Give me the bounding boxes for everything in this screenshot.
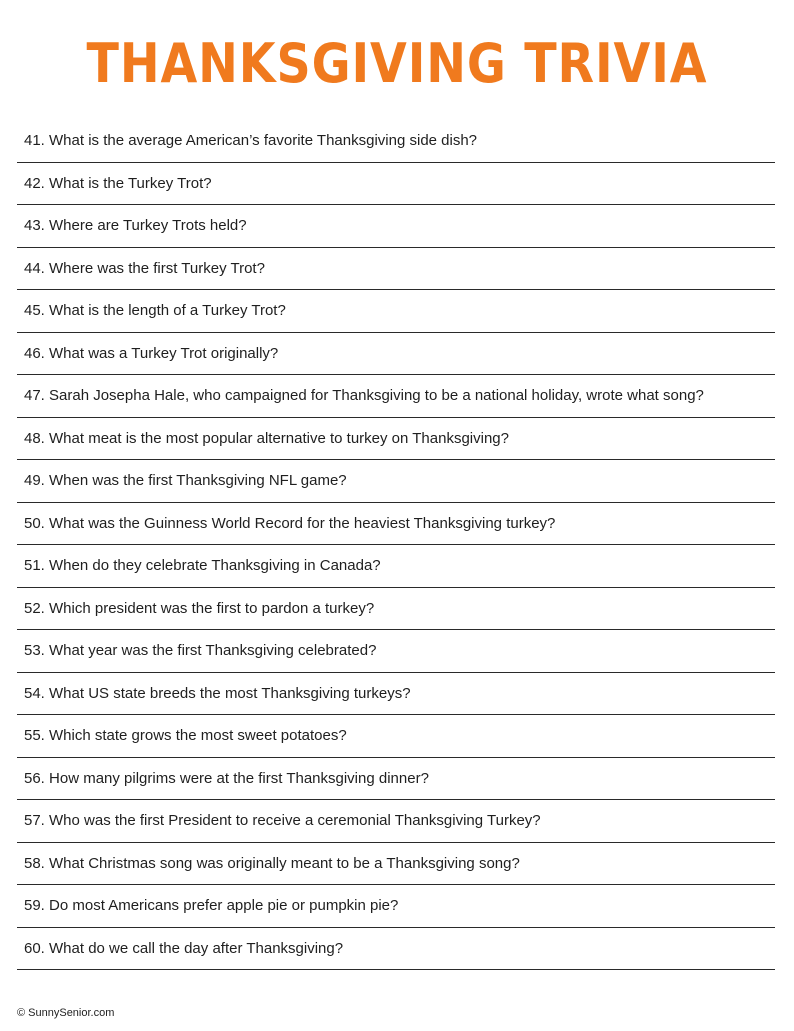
question-row: [17, 205, 775, 248]
question-row: [17, 163, 775, 206]
question-row: [17, 928, 775, 971]
question-text: 60. What do we call the day after Thanksgiving?: [24, 939, 344, 957]
page-title: THANKSGIVING TRIVIA: [86, 32, 708, 95]
copyright-footer: © SunnySenior.com: [17, 1007, 115, 1019]
question-text: 57. Who was the first President to receive a ceremonial Thanksgiving Turkey?: [24, 812, 541, 829]
question-text: 59. Do most Americans prefer apple pie or pumpkin pie?: [24, 897, 399, 914]
question-row: [17, 418, 775, 461]
question-list: [17, 120, 775, 970]
question-row: [17, 885, 775, 928]
question-row: [17, 460, 775, 503]
question-row: [17, 248, 775, 291]
question-row: [17, 800, 775, 843]
question-row: [17, 375, 775, 418]
question-text: 42. What is the Turkey Trot?: [24, 174, 212, 192]
question-text: 48. What meat is the most popular alternative to turkey on Thanksgiving?: [24, 429, 509, 447]
question-row: [17, 715, 775, 758]
question-text: 44. Where was the first Turkey Trot?: [24, 259, 265, 277]
question-text: 53. What year was the first Thanksgiving celebrated?: [24, 642, 377, 659]
question-row: [17, 503, 775, 546]
question-row: [17, 333, 775, 376]
question-text: 49. When was the first Thanksgiving NFL game?: [24, 472, 347, 489]
question-row: [17, 843, 775, 886]
question-text: 50. What was the Guinness World Record for the heaviest Thanksgiving turkey?: [24, 514, 556, 532]
question-row: [17, 120, 775, 163]
question-text: 41. What is the average American’s favorite Thanksgiving side dish?: [24, 132, 478, 149]
question-text: 54. What US state breeds the most Thanksgiving turkeys?: [24, 684, 411, 702]
question-row: [17, 290, 775, 333]
question-row: [17, 758, 775, 801]
question-row: [17, 588, 775, 631]
question-text: 43. Where are Turkey Trots held?: [24, 217, 247, 234]
question-text: 55. Which state grows the most sweet potatoes?: [24, 727, 347, 744]
question-text: 51. When do they celebrate Thanksgiving in Canada?: [24, 557, 381, 574]
question-text: 52. Which president was the first to pardon a turkey?: [24, 599, 375, 617]
question-row: [17, 673, 775, 716]
question-text: 47. Sarah Josepha Hale, who campaigned for Thanksgiving to be a national holiday, wrote what song?: [24, 387, 704, 404]
question-row: [17, 545, 775, 588]
question-text: 45. What is the length of a Turkey Trot?: [24, 302, 286, 319]
question-text: 58. What Christmas song was originally meant to be a Thanksgiving song?: [24, 854, 520, 872]
question-text: 46. What was a Turkey Trot originally?: [24, 344, 279, 362]
question-row: [17, 630, 775, 673]
question-text: 56. How many pilgrims were at the first Thanksgiving dinner?: [24, 769, 429, 787]
